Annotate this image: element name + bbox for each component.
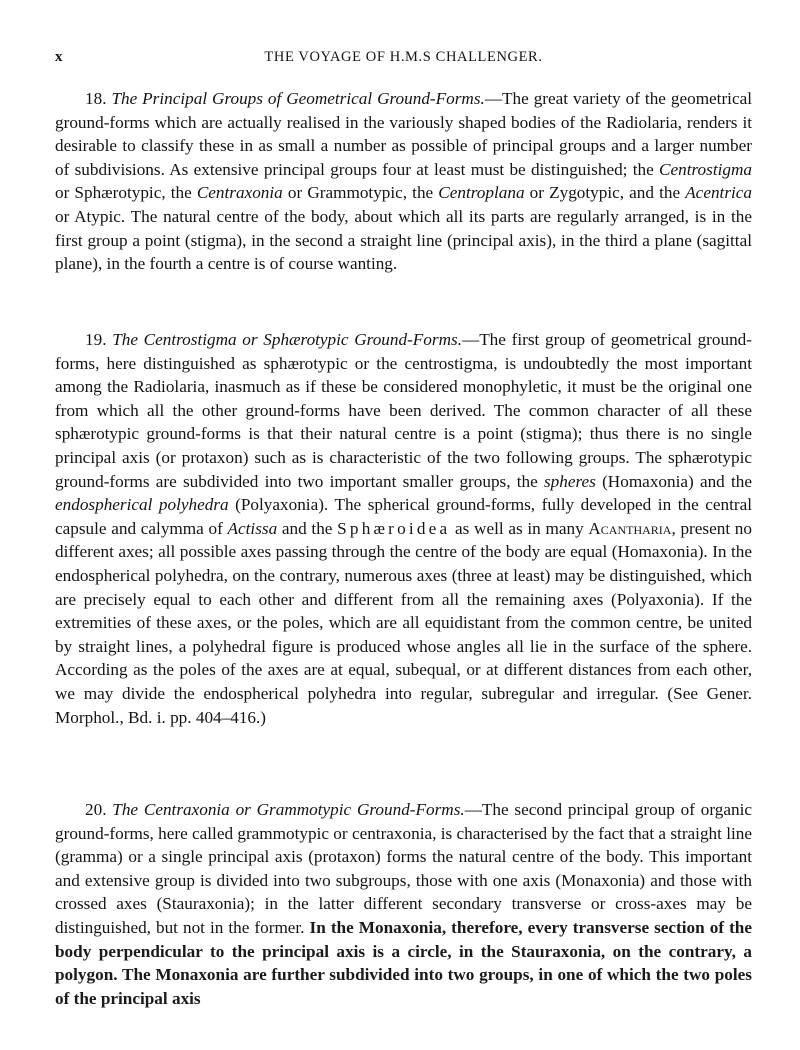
term: endospherical polyhedra: [55, 495, 229, 515]
body-text: The first group of geometrical ground-forms, here distinguished as sphærotypic or the centrostigma, is undoubtedly the most important among the Radiolaria, inasmuch as if these be considered monophyletic, it must be the original one from which all the other ground-forms have been derived. The common character of all these sphærotypic ground-forms is that their natural centre is a point (stigma); thus there is no single principal axis (or protaxon) such as is characteristic of the two following groups. The sphærotypic ground-forms are subdivided into two important smaller groups, the: [55, 330, 753, 491]
section-heading: The Centraxonia or Grammotypic Ground-Forms.: [112, 800, 465, 819]
taxon-term: Acentrica: [685, 183, 752, 203]
em-dash: —: [464, 800, 482, 819]
em-dash: —: [462, 330, 480, 349]
section-19-paragraph: [55, 328, 752, 729]
body-text: as well as in many: [450, 518, 589, 538]
body-text: or Zygotypic, and the: [524, 183, 686, 203]
section-18-paragraph: [55, 87, 752, 276]
term: spheres: [543, 471, 596, 491]
genus-name: Actissa: [227, 518, 278, 538]
section-20-paragraph: [55, 798, 752, 1010]
body-text: The second principal group of organic ground-forms, here called grammotypic or centraxonia, is characterised by the fact that a straight line (gramma) or a single principal axis (protaxon) forms the natural centre of the body. This important and extensive group is divided into two subgroups, those with one axis (Monaxonia) and those with crossed axes (Stauraxonia); in the latter different secondary transverse or cross-axes may be distinguished, but not in the former.: [55, 800, 752, 937]
section-heading: The Centrostigma or Sphærotypic Ground-Forms.: [112, 330, 462, 349]
section-number: 18.: [85, 89, 107, 108]
em-dash: —: [484, 89, 503, 108]
taxon-term: Centraxonia: [196, 183, 283, 203]
order-name: Acantharia: [588, 518, 672, 538]
page-number: x: [55, 49, 63, 65]
body-text: The great variety of the geometrical ground-forms which are actually realised in the variously shaped bodies of the Radiolaria, renders it desirable to classify these in as small a number as possible of principal groups and a larger number of subdivisions. As extensive principal groups four at least must be distinguished; the: [55, 89, 752, 179]
running-title: THE VOYAGE OF H.M.S CHALLENGER.: [264, 49, 543, 65]
family-name: Sphæroidea: [337, 518, 451, 538]
section-heading: The Principal Groups of Geometrical Ground-Forms.: [111, 89, 485, 108]
body-text: or Sphærotypic, the: [55, 183, 197, 203]
taxon-term: Centrostigma: [659, 159, 752, 179]
taxon-term: Centroplana: [438, 183, 525, 203]
body-text: , present no different axes; all possible axes passing through the centre of the body are equal (Homaxonia). In the endospherical polyhedra, on the contrary, numerous axes (three at least) may be distinguished, which are precisely equal to each other and different from all the remaining axes (Polyaxonia). If the extremities of these axes, or the poles, which are all equidistant from the common centre, be united by straight lines, a polyhedral figure is produced whose angles all lie in the surface of the sphere. According as the poles of the axes are at equal, subequal, or at different distances from each other, we may divide the endospherical polyhedra into regular, subregular and irregular. (See Gener. Morphol., Bd. i. pp. 404–416.): [55, 518, 752, 727]
body-text: (Homaxonia) and the: [595, 471, 752, 491]
section-number: 19.: [85, 330, 107, 349]
body-text: or Atypic. The natural centre of the body, about which all its parts are regularly arranged, is in the first group a point (stigma), in the second a straight line (principal axis), in the third a plane (sagittal plane), in the fourth a centre is of course wanting.: [55, 206, 752, 274]
running-head: [55, 49, 752, 71]
body-text: (Polyaxonia). The spherical ground-forms, fully developed in the central capsule and calymma of: [55, 495, 752, 538]
body-text: and the: [277, 518, 338, 538]
section-number: 20.: [85, 800, 107, 819]
body-text: or Grammotypic, the: [282, 183, 439, 203]
body-text-dark: In the Monaxonia, therefore, every transverse section of the body perpendicular to the principal axis is a circle, in the Stauraxonia, on the contrary, a polygon. The Monaxonia are further subdivided into two groups, in one of which the two poles of the principal axis: [55, 917, 752, 1008]
